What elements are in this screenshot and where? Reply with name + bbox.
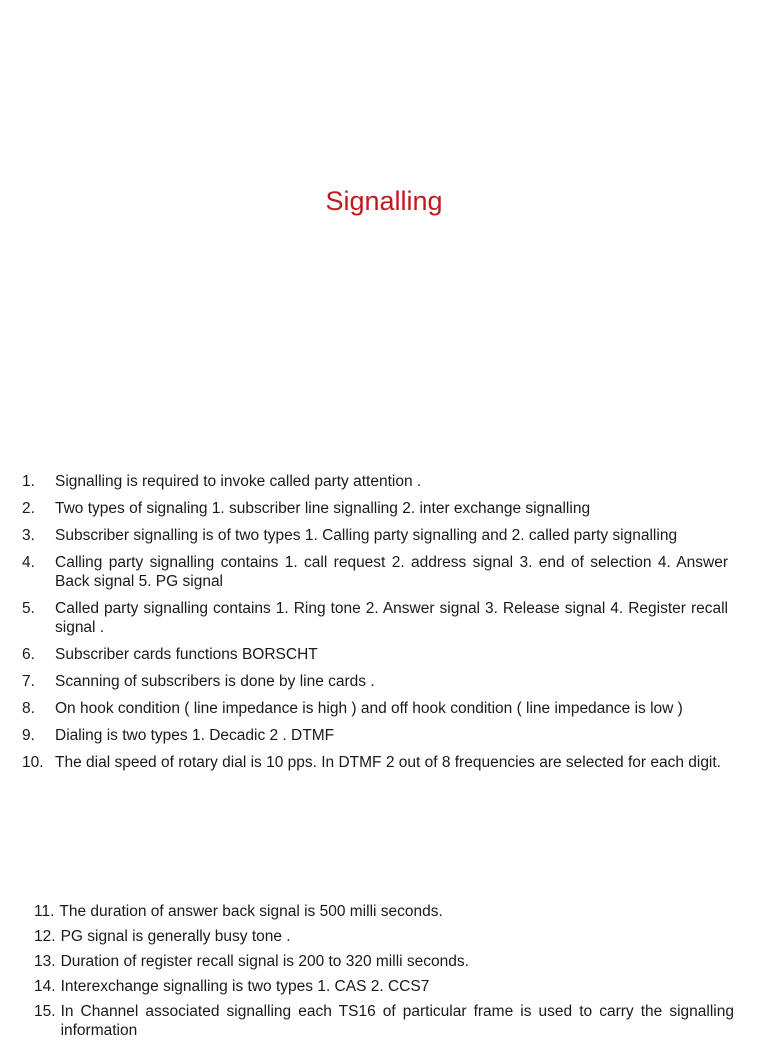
list-item-text: Calling party signalling contains 1. call request 2. address signal 3. end of selection 4. Answer Back signal 5. PG signal <box>55 554 728 590</box>
list-item-text: Duration of register recall signal is 200 to 320 milli seconds. <box>60 953 469 970</box>
list-item-number: 7. <box>22 673 35 690</box>
signalling-list-part-1 <box>22 472 728 780</box>
list-item-text: Subscriber cards functions BORSCHT <box>55 646 318 663</box>
list-item-number: 1. <box>22 473 35 490</box>
list-item-number: 4. <box>22 554 35 571</box>
list-item <box>34 952 734 971</box>
list-item-text: Subscriber signalling is of two types 1. Calling party signalling and 2. called party signalling <box>55 527 678 544</box>
list-item-number: 6. <box>22 646 35 663</box>
list-item-text: Interexchange signalling is two types 1. CAS 2. CCS7 <box>60 978 430 995</box>
list-item-number: 15. <box>34 1003 56 1020</box>
list-item-number: 9. <box>22 727 35 744</box>
list-item-number: 14. <box>34 978 56 995</box>
list-item <box>22 699 728 718</box>
list-item <box>34 902 734 921</box>
list-item <box>34 927 734 946</box>
list-item <box>34 977 734 996</box>
list-item-number: 8. <box>22 700 35 717</box>
list-item-text: Scanning of subscribers is done by line cards . <box>55 673 375 690</box>
list-item-text: PG signal is generally busy tone . <box>60 928 291 945</box>
list-item-number: 10. <box>22 754 44 771</box>
list-item-text: Called party signalling contains 1. Ring tone 2. Answer signal 3. Release signal 4. Register recall signal . <box>55 600 728 636</box>
list-item <box>22 599 728 637</box>
list-item-text: On hook condition ( line impedance is high ) and off hook condition ( line impedance is low ) <box>55 700 683 717</box>
list-item-text: Two types of signaling 1. subscriber line signalling 2. inter exchange signalling <box>55 500 591 517</box>
list-item-number: 13. <box>34 953 56 970</box>
list-item-text: The dial speed of rotary dial is 10 pps. In DTMF 2 out of 8 frequencies are selected for each digit. <box>55 754 721 771</box>
list-item <box>22 553 728 591</box>
signalling-list-part-2 <box>34 902 734 1046</box>
list-item <box>22 472 728 491</box>
page-title: Signalling <box>325 186 443 216</box>
list-item-text: The duration of answer back signal is 500 milli seconds. <box>59 903 443 920</box>
list-item-number: 12. <box>34 928 56 945</box>
list-item-text: Signalling is required to invoke called party attention . <box>55 473 422 490</box>
list-item <box>34 1002 734 1040</box>
list-item <box>22 645 728 664</box>
list-item <box>22 526 728 545</box>
list-item <box>22 753 728 772</box>
list-item-number: 11. <box>34 903 55 920</box>
list-item <box>22 726 728 745</box>
list-item <box>22 499 728 518</box>
list-item-text: Dialing is two types 1. Decadic 2 . DTMF <box>55 727 335 744</box>
list-item-number: 5. <box>22 600 35 617</box>
list-item <box>22 672 728 691</box>
list-item-number: 3. <box>22 527 35 544</box>
list-item-text: In Channel associated signalling each TS16 of particular frame is used to carry the signalling information <box>60 1003 734 1039</box>
list-item-number: 2. <box>22 500 35 517</box>
